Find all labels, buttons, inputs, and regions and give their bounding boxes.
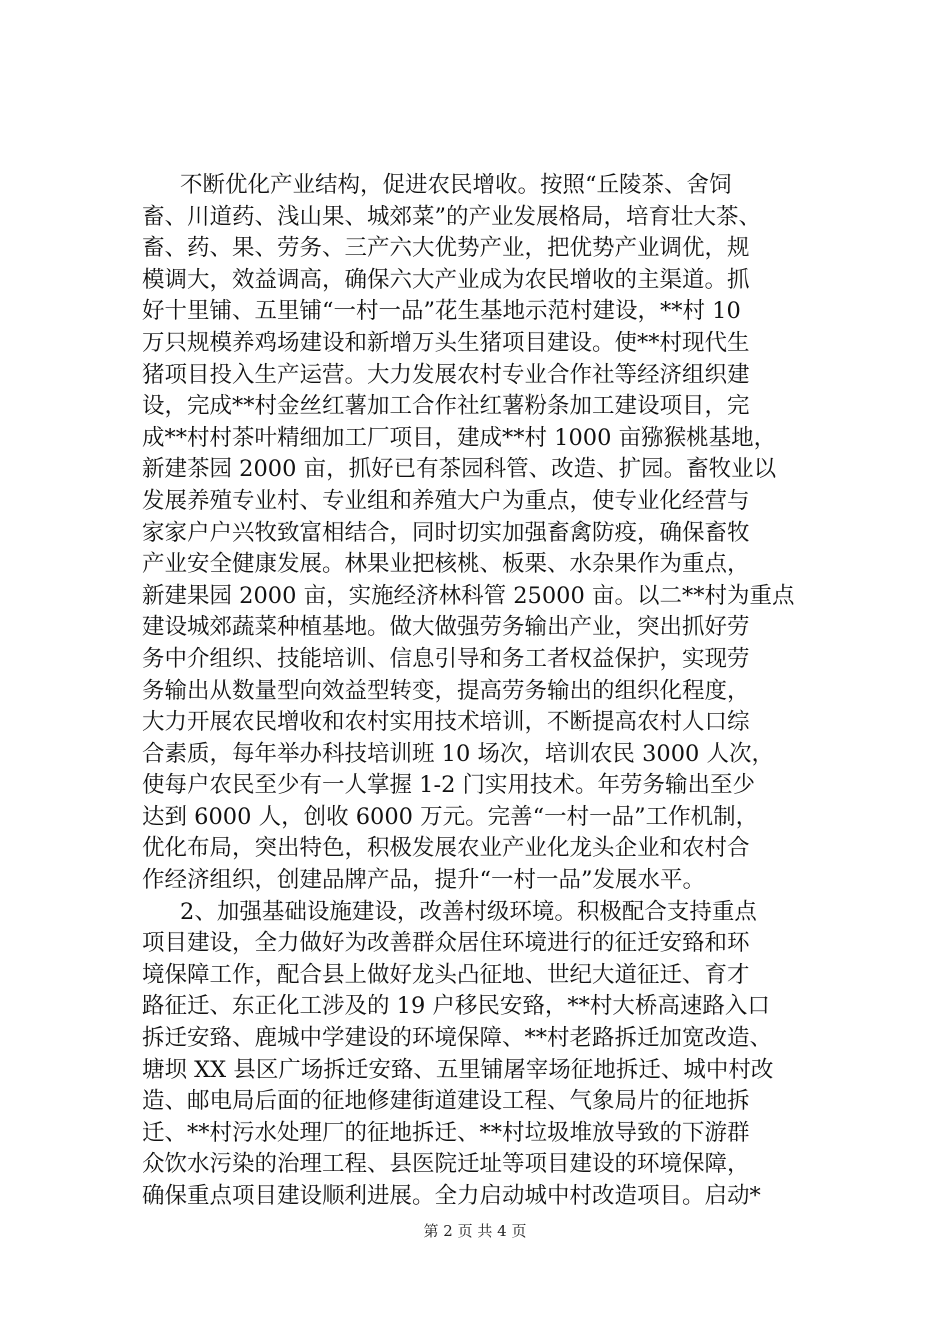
- text-line: 确保重点项目建设顺利进展。全力启动城中村改造项目。启动*: [142, 1183, 761, 1209]
- text-line: 迁、**村污水处理厂的征地拆迁、**村垃圾堆放导致的下游群: [142, 1119, 750, 1146]
- text-line: 好十里铺、五里铺“一村一品”花生基地示范村建设，**村 10: [142, 298, 741, 325]
- text-line: 建设城郊蔬菜种植基地。做大做强劳务输出产业，突出抓好劳: [142, 614, 750, 641]
- text-line: 设，完成**村金丝红薯加工合作社红薯粉条加工建设项目，完: [142, 393, 750, 420]
- text-line: 猪项目投入生产运营。大力发展农村专业合作社等经济组织建: [142, 361, 750, 388]
- text-line: 境保障工作，配合县上做好龙头凸征地、世纪大道征迁、育才: [142, 961, 750, 988]
- text-line: 众饮水污染的治理工程、县医院迁址等项目建设的环境保障，: [142, 1151, 750, 1178]
- text-line: 拆迁安臵、鹿城中学建设的环境保障、**村老路拆迁加宽改造、: [142, 1025, 773, 1052]
- text-line: 新建茶园 2000 亩，抓好已有茶园科管、改造、扩园。畜牧业以: [142, 456, 777, 483]
- text-line: 万只规模养鸡场建设和新增万头生猪项目建设。使**村现代生: [142, 329, 750, 356]
- text-line: 发展养殖专业村、专业组和养殖大户为重点，使专业化经营与: [142, 487, 750, 514]
- text-line: 不断优化产业结构，促进农民增收。按照“丘陵茶、舍饲: [180, 172, 732, 198]
- text-line: 造、邮电局后面的征地修建街道建设工程、气象局片的征地拆: [142, 1088, 750, 1115]
- text-line: 合素质，每年举办科技培训班 10 场次，培训农民 3000 人次，: [142, 740, 775, 767]
- text-line: 项目建设，全力做好为改善群众居住环境进行的征迁安臵和环: [142, 930, 750, 957]
- text-line: 路征迁、东正化工涉及的 19 户移民安臵，**村大桥高速路入口: [142, 993, 770, 1020]
- text-line: 达到 6000 人，创收 6000 万元。完善“一村一品”工作机制，: [142, 803, 759, 830]
- body-text: [142, 170, 842, 1213]
- text-line: 优化布局，突出特色，积极发展农业产业化龙头企业和农村合: [142, 835, 750, 862]
- text-line: 2、加强基础设施建设，改善村级环境。积极配合支持重点: [180, 898, 757, 925]
- text-line: 大力开展农民增收和农村实用技术培训，不断提高农村人口综: [142, 709, 750, 736]
- text-line: 务中介组织、技能培训、信息引导和务工者权益保护，实现劳: [142, 645, 750, 672]
- text-line: 作经济组织，创建品牌产品，提升“一村一品”发展水平。: [142, 867, 706, 894]
- text-line: 模调大，效益调高，确保六大产业成为农民增收的主渠道。抓: [142, 266, 750, 293]
- page-footer: 第 2 页 共 4 页: [423, 1222, 527, 1240]
- text-line: 畜、川道药、浅山果、城郊菜”的产业发展格局，培育壮大茶、: [142, 203, 762, 230]
- text-line: 新建果园 2000 亩，实施经济林科管 25000 亩。以二**村为重点: [142, 582, 795, 609]
- text-line: 使每户农民至少有一人掌握 1-2 门实用技术。年劳务输出至少: [142, 772, 756, 799]
- text-line: 家家户户兴牧致富相结合，同时切实加强畜禽防疫，确保畜牧: [142, 519, 750, 546]
- text-line: 畜、药、果、劳务、三产六大优势产业，把优势产业调优，规: [142, 235, 750, 262]
- text-line: 务输出从数量型向效益型转变，提高劳务输出的组织化程度，: [142, 677, 750, 704]
- text-line: 塘坝 XX 县区广场拆迁安臵、五里铺屠宰场征地拆迁、城中村改: [142, 1056, 774, 1083]
- text-line: 产业安全健康发展。林果业把核桃、板栗、水杂果作为重点，: [142, 551, 750, 578]
- text-line: 成**村村茶叶精细加工厂项目，建成**村 1000 亩猕猴桃基地，: [142, 424, 777, 451]
